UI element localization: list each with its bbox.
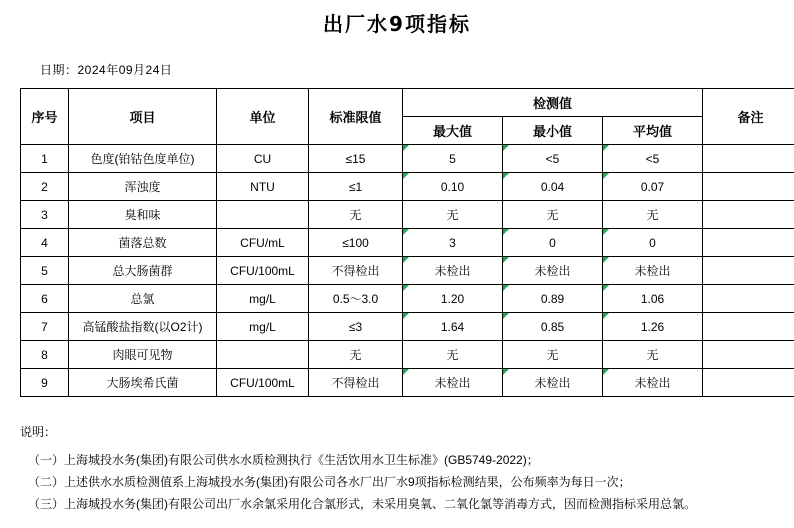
- cell-remark: [703, 145, 794, 173]
- cell-min: 未检出: [503, 257, 603, 285]
- document-page: [0, 8, 794, 528]
- table-body: [21, 145, 794, 397]
- notes-section: [20, 421, 794, 515]
- cell-avg: 无: [603, 341, 703, 369]
- cell-avg: 0: [603, 229, 703, 257]
- cell-limit: ≤3: [309, 313, 403, 341]
- cell-limit: 无: [309, 201, 403, 229]
- cell-seq: 8: [21, 341, 69, 369]
- header-unit: 单位: [217, 89, 309, 145]
- cell-min: 无: [503, 201, 603, 229]
- cell-seq: 1: [21, 145, 69, 173]
- cell-seq: 4: [21, 229, 69, 257]
- header-measured-group: 检测值: [403, 89, 703, 117]
- cell-remark: [703, 369, 794, 397]
- water-quality-table: [20, 88, 794, 397]
- cell-min: 未检出: [503, 369, 603, 397]
- page-title: 出厂水9项指标: [0, 8, 794, 37]
- table-row: [21, 201, 794, 229]
- cell-avg: 未检出: [603, 257, 703, 285]
- cell-seq: 5: [21, 257, 69, 285]
- cell-seq: 3: [21, 201, 69, 229]
- cell-seq: 6: [21, 285, 69, 313]
- cell-unit: CFU/100mL: [217, 369, 309, 397]
- cell-limit: 不得检出: [309, 257, 403, 285]
- cell-min: 0.04: [503, 173, 603, 201]
- cell-avg: 0.07: [603, 173, 703, 201]
- cell-limit: ≤1: [309, 173, 403, 201]
- cell-unit: CU: [217, 145, 309, 173]
- cell-max: 未检出: [403, 369, 503, 397]
- table-row: [21, 369, 794, 397]
- cell-avg: 1.26: [603, 313, 703, 341]
- cell-min: 0.89: [503, 285, 603, 313]
- cell-remark: [703, 341, 794, 369]
- cell-item: 总氯: [69, 285, 217, 313]
- header-limit: 标准限值: [309, 89, 403, 145]
- cell-remark: [703, 229, 794, 257]
- cell-seq: 7: [21, 313, 69, 341]
- cell-limit: ≤15: [309, 145, 403, 173]
- cell-max: 3: [403, 229, 503, 257]
- cell-limit: 0.5～3.0: [309, 285, 403, 313]
- header-seq: 序号: [21, 89, 69, 145]
- cell-avg: 无: [603, 201, 703, 229]
- header-avg: 平均值: [603, 117, 703, 145]
- header-remark: 备注: [703, 89, 794, 145]
- header-item: 项目: [69, 89, 217, 145]
- cell-item: 肉眼可见物: [69, 341, 217, 369]
- cell-max: 无: [403, 201, 503, 229]
- notes-title: 说明：: [20, 421, 794, 443]
- cell-item: 色度(铂钴色度单位): [69, 145, 217, 173]
- cell-unit: NTU: [217, 173, 309, 201]
- note-line: （一）上海城投水务(集团)有限公司供水水质检测执行《生活饮用水卫生标准》(GB5749-2022)；: [28, 449, 794, 471]
- cell-item: 臭和味: [69, 201, 217, 229]
- cell-limit: 不得检出: [309, 369, 403, 397]
- header-max: 最大值: [403, 117, 503, 145]
- cell-limit: ≤100: [309, 229, 403, 257]
- cell-max: 1.20: [403, 285, 503, 313]
- table-row: [21, 285, 794, 313]
- table-row: [21, 257, 794, 285]
- cell-avg: 1.06: [603, 285, 703, 313]
- cell-remark: [703, 173, 794, 201]
- cell-unit: [217, 341, 309, 369]
- notes-lines: [20, 449, 794, 515]
- cell-min: 0.85: [503, 313, 603, 341]
- cell-remark: [703, 257, 794, 285]
- cell-min: <5: [503, 145, 603, 173]
- cell-max: 0.10: [403, 173, 503, 201]
- table-row: [21, 313, 794, 341]
- cell-max: 5: [403, 145, 503, 173]
- note-line: （二）上述供水水质检测值系上海城投水务(集团)有限公司各水厂出厂水9项指标检测结果，公布频率为每日一次；: [28, 471, 794, 493]
- cell-remark: [703, 285, 794, 313]
- table-row: [21, 173, 794, 201]
- cell-unit: mg/L: [217, 313, 309, 341]
- cell-max: 未检出: [403, 257, 503, 285]
- table-row: [21, 229, 794, 257]
- cell-avg: <5: [603, 145, 703, 173]
- cell-max: 无: [403, 341, 503, 369]
- cell-item: 总大肠菌群: [69, 257, 217, 285]
- cell-remark: [703, 313, 794, 341]
- cell-item: 菌落总数: [69, 229, 217, 257]
- cell-unit: [217, 201, 309, 229]
- cell-seq: 2: [21, 173, 69, 201]
- table-row: [21, 145, 794, 173]
- cell-seq: 9: [21, 369, 69, 397]
- table-row: [21, 341, 794, 369]
- cell-min: 0: [503, 229, 603, 257]
- cell-unit: CFU/100mL: [217, 257, 309, 285]
- cell-max: 1.64: [403, 313, 503, 341]
- cell-remark: [703, 201, 794, 229]
- cell-unit: mg/L: [217, 285, 309, 313]
- cell-min: 无: [503, 341, 603, 369]
- cell-avg: 未检出: [603, 369, 703, 397]
- table-header: [21, 89, 794, 145]
- cell-item: 浑浊度: [69, 173, 217, 201]
- cell-item: 大肠埃希氏菌: [69, 369, 217, 397]
- cell-item: 高锰酸盐指数(以O2计): [69, 313, 217, 341]
- table-header-row-1: [21, 89, 794, 117]
- cell-limit: 无: [309, 341, 403, 369]
- cell-unit: CFU/mL: [217, 229, 309, 257]
- note-line: （三）上海城投水务(集团)有限公司出厂水余氯采用化合氯形式，未采用臭氧、二氧化氯等消毒方式，因而检测指标采用总氯。: [28, 493, 794, 515]
- report-table-wrapper: [20, 88, 774, 397]
- report-date: 日期：2024年09月24日: [40, 61, 794, 78]
- header-min: 最小值: [503, 117, 603, 145]
